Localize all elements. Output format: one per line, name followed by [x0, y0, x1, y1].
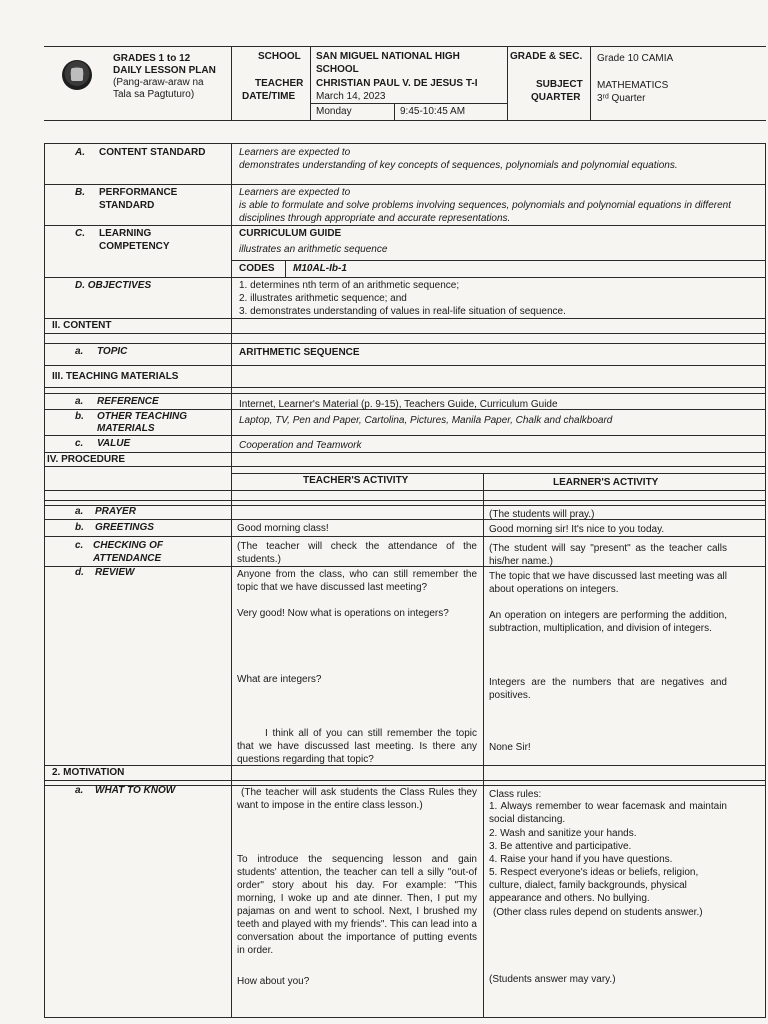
learning-competency-label-1: LEARNING: [99, 228, 152, 239]
prayer-learner: (The students will pray.): [489, 509, 595, 520]
review-learner-3: Integers are the numbers that are negatives and positives.: [489, 677, 727, 701]
content-standard-label: CONTENT STANDARD: [99, 147, 206, 158]
dlp-sub-2: Tala sa Pagtuturo): [113, 89, 195, 100]
subject-label: SUBJECT: [536, 79, 583, 90]
performance-standard-text: is able to formulate and solve problems involving sequences, polynomials and polynomial equations in different disciplines through appropriate and accurate representations.: [239, 200, 731, 224]
learning-competency-label-2: COMPETENCY: [99, 241, 170, 252]
review-label: REVIEW: [95, 567, 135, 578]
quarter-value: 3ʳᵈ Quarter: [597, 93, 646, 104]
grade-sec-value: Grade 10 CAMIA: [597, 53, 674, 64]
topic-letter: a.: [75, 346, 84, 357]
class-rule-item: 1. Always remember to wear facemask and maintain social distancing.: [489, 801, 727, 825]
school-label: SCHOOL: [258, 51, 301, 62]
class-rule-item: 2. Wash and sanitize your hands.: [489, 828, 637, 839]
value-value: Cooperation and Teamwork: [239, 440, 362, 451]
procedure-heading: IV. PROCEDURE: [47, 454, 125, 465]
reference-letter: a.: [75, 396, 84, 407]
content-standard-text: demonstrates understanding of key concepts of sequences, polynomials and polynomial equations.: [239, 160, 678, 171]
dlp-label: DAILY LESSON PLAN: [113, 65, 216, 76]
teacher-label: TEACHER: [255, 78, 304, 89]
codes-value: M10AL-Ib-1: [293, 263, 347, 274]
learner-activity-header: LEARNER'S ACTIVITY: [553, 477, 659, 488]
teacher-activity-header: TEACHER'S ACTIVITY: [303, 475, 409, 486]
prayer-letter: a.: [75, 506, 84, 517]
greetings-letter: b.: [75, 522, 84, 533]
content-standard-letter: A.: [75, 147, 85, 158]
performance-standard-label-2: STANDARD: [99, 200, 155, 211]
other-materials-label-2: MATERIALS: [97, 423, 155, 434]
review-teacher-2: Very good! Now what is operations on integers?: [237, 608, 449, 619]
motivation-teacher-3: How about you?: [237, 976, 310, 987]
performance-standard-line1: Learners are expected to: [239, 187, 351, 198]
performance-standard-label-1: PERFORMANCE: [99, 187, 178, 198]
review-letter: d.: [75, 567, 84, 578]
class-rule-item: 3. Be attentive and participative.: [489, 841, 632, 852]
attendance-letter: c.: [75, 540, 84, 551]
reference-label: REFERENCE: [97, 396, 159, 407]
greetings-label: GREETINGS: [95, 522, 154, 533]
codes-label: CODES: [239, 263, 275, 274]
day-value: Monday: [316, 106, 352, 117]
other-materials-letter: b.: [75, 411, 84, 422]
competency-text: illustrates an arithmetic sequence: [239, 244, 388, 255]
objective-item: 1. determines nth term of an arithmetic sequence;: [239, 280, 460, 291]
value-letter: c.: [75, 438, 84, 449]
attendance-label-1: CHECKING OF: [93, 540, 163, 551]
attendance-label-2: ATTENDANCE: [93, 553, 162, 564]
attendance-teacher: (The teacher will check the attendance of the students.): [237, 541, 477, 565]
prayer-label: PRAYER: [95, 506, 136, 517]
class-rule-item: (Other class rules depend on students answer.): [493, 907, 703, 918]
school-value: SAN MIGUEL NATIONAL HIGH: [316, 51, 460, 62]
objective-item: 3. demonstrates understanding of values in real-life situation of sequence.: [239, 306, 566, 317]
motivation-learner-end: (Students answer may vary.): [489, 974, 616, 985]
review-teacher-3: What are integers?: [237, 674, 322, 685]
motivation-teacher-2: To introduce the sequencing lesson and gain students' attention, the teacher can tell a silly "out-of order" story about his day. For example: "This morning, I woke up and ate dinner. Then, I put my pajamas on and went to school. Next, I brushed my teeth and played with my friends". This can lead into a conversation about the importance of putting events in order.: [237, 854, 477, 956]
date-value: March 14, 2023: [316, 91, 386, 102]
materials-heading: III. TEACHING MATERIALS: [52, 371, 179, 382]
learning-competency-letter: C.: [75, 228, 85, 239]
curriculum-guide-label: CURRICULUM GUIDE: [239, 228, 342, 239]
objective-item: 2. illustrates arithmetic sequence; and: [239, 293, 407, 304]
class-rules-title: Class rules:: [489, 789, 542, 800]
review-teacher-1: Anyone from the class, who can still remember the topic that we have discussed last meeting?: [237, 569, 477, 593]
performance-standard-letter: B.: [75, 187, 85, 198]
deped-seal-icon: [62, 60, 92, 90]
teacher-value: CHRISTIAN PAUL V. DE JESUS T-I: [316, 78, 478, 89]
objectives-label: D. OBJECTIVES: [75, 280, 152, 291]
other-materials-value: Laptop, TV, Pen and Paper, Cartolina, Pictures, Manila Paper, Chalk and chalkboard: [239, 415, 613, 426]
time-value: 9:45-10:45 AM: [400, 106, 466, 117]
attendance-learner: (The student will say "present" as the teacher calls his/her name.): [489, 543, 727, 567]
topic-label: TOPIC: [97, 346, 128, 357]
motivation-heading: 2. MOTIVATION: [52, 767, 125, 778]
other-materials-label-1: OTHER TEACHING: [97, 411, 187, 422]
class-rule-item: 5. Respect everyone's ideas or beliefs, religion, culture, dialect, family backgrounds, physical appearance and others. No bullying.: [489, 867, 699, 904]
content-heading: II. CONTENT: [52, 320, 112, 331]
dlp-sub-1: (Pang-araw-araw na: [113, 77, 204, 88]
review-learner-1: The topic that we have discussed last meeting was all about operations on integers.: [489, 571, 727, 595]
greetings-teacher: Good morning class!: [237, 523, 329, 534]
review-learner-4: None Sir!: [489, 742, 531, 753]
quarter-label: QUARTER: [531, 92, 581, 103]
topic-value: ARITHMETIC SEQUENCE: [239, 347, 360, 358]
motivation-teacher-1: (The teacher will ask students the Class Rules they want to impose in the entire class lesson.): [237, 787, 477, 811]
reference-value: Internet, Learner's Material (p. 9-15), Teachers Guide, Curriculum Guide: [239, 399, 558, 410]
what-to-know-letter: a.: [75, 785, 84, 796]
grade-sec-label: GRADE & SEC.: [510, 51, 583, 62]
grades-label: GRADES 1 to 12: [113, 53, 191, 64]
datetime-label: DATE/TIME: [242, 91, 296, 102]
subject-value: MATHEMATICS: [597, 80, 669, 91]
school-value-2: SCHOOL: [316, 64, 359, 75]
value-label: VALUE: [97, 438, 131, 449]
content-standard-line1: Learners are expected to: [239, 147, 351, 158]
review-teacher-4: I think all of you can still remember the topic that we have discussed last meeting. Is there any questions regarding that topic?: [237, 728, 477, 765]
review-learner-2: An operation on integers are performing the addition, subtraction, multiplication, and division of integers.: [489, 610, 727, 634]
what-to-know-label: WHAT TO KNOW: [95, 785, 176, 796]
class-rule-item: 4. Raise your hand if you have questions.: [489, 854, 673, 865]
greetings-learner: Good morning sir! It's nice to you today.: [489, 524, 665, 535]
